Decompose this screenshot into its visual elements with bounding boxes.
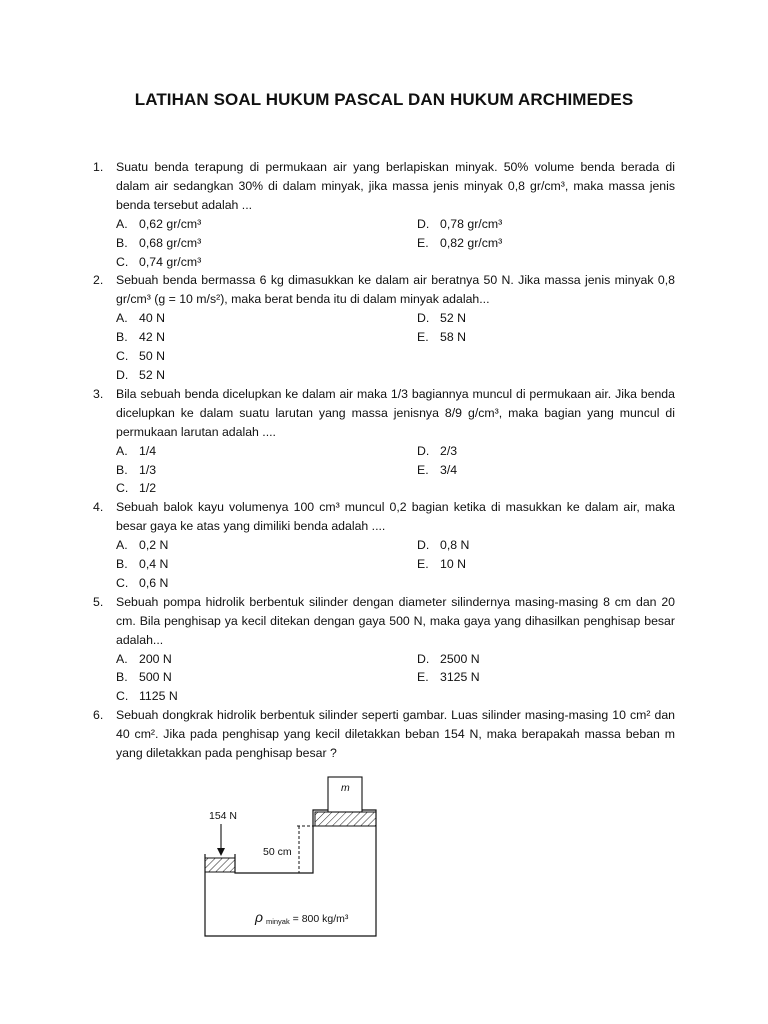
answer-option	[116, 650, 417, 669]
option-text: 0,82 gr/cm³	[440, 235, 503, 250]
answer-option	[116, 234, 417, 253]
option-text: 200 N	[139, 651, 172, 666]
option-text: 0,4 N	[139, 557, 169, 572]
option-letter: C.	[116, 689, 129, 704]
option-letter: B.	[116, 670, 128, 685]
answer-option	[116, 555, 417, 574]
option-text: 2500 N	[440, 651, 480, 666]
answer-option	[417, 536, 675, 555]
question-number: 3.	[93, 386, 104, 401]
question-2	[93, 271, 675, 309]
answer-option	[116, 253, 417, 272]
answer-option	[116, 347, 417, 366]
option-letter: D.	[116, 367, 129, 382]
option-letter: C.	[116, 349, 129, 364]
page-title: LATIHAN SOAL HUKUM PASCAL DAN HUKUM ARCHIMEDES	[134, 90, 634, 109]
option-letter: E.	[417, 330, 429, 345]
option-text: 3/4	[440, 462, 458, 477]
option-letter: C.	[116, 254, 129, 269]
option-letter: A.	[116, 216, 128, 231]
rho-subscript: minyak	[265, 917, 290, 926]
question-list	[93, 158, 675, 763]
answer-option	[116, 574, 417, 593]
answer-option	[116, 366, 417, 385]
option-letter: B.	[116, 557, 128, 572]
answer-option	[116, 461, 417, 480]
question-5	[93, 593, 675, 650]
rho-symbol: ρ	[255, 909, 264, 925]
option-letter: D.	[417, 311, 430, 326]
option-text: 58 N	[440, 330, 466, 345]
force-arrow-head	[217, 848, 225, 856]
option-text: 0,2 N	[139, 538, 169, 553]
option-letter	[417, 347, 440, 366]
height-label: 50 cm	[263, 846, 292, 858]
option-letter: E.	[417, 235, 429, 250]
option-letter: A.	[116, 443, 128, 458]
option-letter: E.	[417, 670, 429, 685]
option-letter: D.	[417, 216, 430, 231]
answer-option	[116, 309, 417, 328]
option-text: 52 N	[440, 311, 466, 326]
question-4	[93, 498, 675, 536]
option-text: 0,6 N	[139, 575, 169, 590]
answer-option	[116, 536, 417, 555]
density-label	[254, 909, 349, 927]
option-text: 0,68 gr/cm³	[139, 235, 202, 250]
option-text: 0,78 gr/cm³	[440, 216, 503, 231]
answer-option	[417, 461, 675, 480]
answer-option	[417, 309, 675, 328]
option-text: 1/3	[139, 462, 157, 477]
answer-option	[116, 328, 417, 347]
answer-option	[417, 668, 675, 687]
option-text: 42 N	[139, 330, 165, 345]
option-letter: A.	[116, 651, 128, 666]
answer-option	[417, 650, 675, 669]
answer-option	[116, 668, 417, 687]
question-number: 5.	[93, 594, 104, 609]
rho-value: = 800 kg/m³	[292, 913, 349, 925]
option-letter: A.	[116, 538, 128, 553]
option-text: 1/4	[139, 443, 157, 458]
answer-options	[116, 442, 675, 499]
option-text: 1/2	[139, 481, 157, 496]
question-text: Sebuah benda bermassa 6 kg dimasukkan ke dalam air beratnya 50 N. Jika massa jenis minyak 0,8 gr/cm³ (g = 10 m/s²), maka berat benda itu di dalam minyak adalah...	[116, 273, 675, 307]
option-text: 3125 N	[440, 670, 480, 685]
large-piston	[315, 812, 376, 826]
option-letter: D.	[417, 443, 430, 458]
option-letter: B.	[116, 235, 128, 250]
option-letter: D.	[417, 538, 430, 553]
option-text: 10 N	[440, 557, 466, 572]
option-letter: D.	[417, 651, 430, 666]
question-1	[93, 158, 675, 215]
answer-option	[417, 347, 675, 366]
option-text: 0,8 N	[440, 538, 470, 553]
answer-option	[417, 555, 675, 574]
option-text: 500 N	[139, 670, 172, 685]
option-text: 40 N	[139, 311, 165, 326]
question-text: Suatu benda terapung di permukaan air yang berlapiskan minyak. 50% volume benda berada di dalam air sedangkan 30% di dalam minyak, jika massa jenis minyak 0,8 gr/cm³, maka massa jenis benda tersebut adalah ...	[116, 160, 675, 212]
option-text: 2/3	[440, 443, 458, 458]
option-text: 1125 N	[139, 689, 178, 704]
answer-option	[417, 442, 675, 461]
question-number: 6.	[93, 708, 104, 723]
question-number: 2.	[93, 273, 104, 288]
option-letter: B.	[116, 330, 128, 345]
option-letter: B.	[116, 462, 128, 477]
option-text: 0,74 gr/cm³	[139, 254, 202, 269]
answer-option	[116, 442, 417, 461]
question-3	[93, 385, 675, 442]
answer-options	[116, 650, 675, 707]
option-letter: C.	[116, 481, 129, 496]
answer-option	[417, 328, 675, 347]
question-number: 4.	[93, 500, 104, 515]
mass-label: m	[341, 782, 350, 794]
question-text: Bila sebuah benda dicelupkan ke dalam air maka 1/3 bagiannya muncul di permukaan air. Jika benda dicelupkan ke dalam suatu larutan yang massa jenisnya 8/9 g/cm³, maka bagian yang muncul di permukaan larutan adalah ....	[116, 386, 675, 439]
small-piston	[205, 858, 235, 872]
answer-option	[116, 687, 417, 706]
answer-option	[417, 234, 675, 253]
question-text: Sebuah balok kayu volumenya 100 cm³ muncul 0,2 bagian ketika di masukkan ke dalam air, maka besar gaya ke atas yang dimiliki benda adalah ....	[116, 500, 675, 534]
hydraulic-jack-diagram	[195, 772, 395, 944]
question-number: 1.	[93, 160, 104, 174]
answer-options	[116, 215, 675, 272]
answer-option	[417, 215, 675, 234]
question-6	[93, 706, 675, 763]
option-letter: A.	[116, 311, 128, 326]
answer-options	[116, 309, 675, 385]
option-text: 50 N	[139, 349, 165, 364]
question-text: Sebuah dongkrak hidrolik berbentuk silinder seperti gambar. Luas silinder masing-masing 10 cm² dan 40 cm². Jika pada penghisap yang kecil diletakkan beban 154 N, maka berapakah massa beban m yang diletakkan pada penghisap besar ?	[116, 708, 675, 761]
option-text: 52 N	[139, 367, 165, 382]
option-text: 0,62 gr/cm³	[139, 216, 202, 231]
answer-options	[116, 536, 675, 593]
option-letter: E.	[417, 462, 429, 477]
answer-option	[116, 215, 417, 234]
option-letter: E.	[417, 557, 429, 572]
answer-option	[116, 479, 417, 498]
force-label: 154 N	[209, 810, 238, 822]
question-text: Sebuah pompa hidrolik berbentuk silinder dengan diameter silindernya masing-masing 8 cm dan 20 cm. Bila penghisap ya kecil ditekan dengan gaya 500 N, maka gaya yang dihasilkan penghisap besar adalah...	[116, 594, 675, 647]
option-letter: C.	[116, 575, 129, 590]
